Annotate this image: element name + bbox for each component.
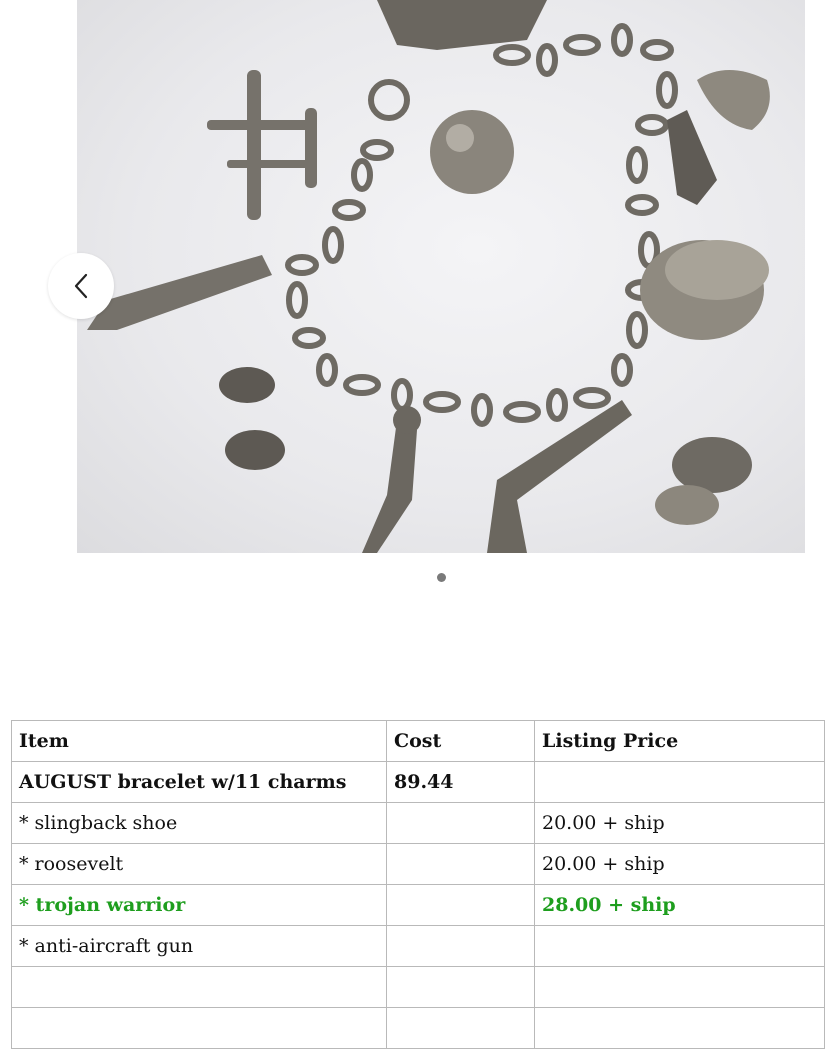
item-cell: * slingback shoe: [12, 803, 387, 844]
price-cell: [535, 762, 825, 803]
cost-cell: [387, 967, 535, 1008]
cost-cell: [387, 844, 535, 885]
header-cost: Cost: [387, 721, 535, 762]
table-row: [12, 1008, 825, 1049]
item-cell: * anti-aircraft gun: [12, 926, 387, 967]
item-cell: AUGUST bracelet w/11 charms: [12, 762, 387, 803]
price-cell: 20.00 + ship: [535, 844, 825, 885]
header-listing-price: Listing Price: [535, 721, 825, 762]
item-cell: * roosevelt: [12, 844, 387, 885]
price-cell: 20.00 + ship: [535, 803, 825, 844]
table-row: [12, 844, 825, 885]
table-row: [12, 926, 825, 967]
table-row: [12, 967, 825, 1008]
previous-image-button[interactable]: [48, 253, 114, 319]
product-photo[interactable]: [77, 0, 805, 553]
item-cell: [12, 967, 387, 1008]
price-cell: [535, 1008, 825, 1049]
table-header-row: [12, 721, 825, 762]
table-row-highlighted: [12, 885, 825, 926]
chevron-left-icon: [74, 273, 88, 299]
price-cell: 28.00 + ship: [535, 885, 825, 926]
cost-cell: [387, 885, 535, 926]
cost-cell: 89.44: [387, 762, 535, 803]
page-dot-icon[interactable]: [437, 573, 446, 582]
table-row: [12, 762, 825, 803]
price-cell: [535, 967, 825, 1008]
cost-cell: [387, 1008, 535, 1049]
price-cell: [535, 926, 825, 967]
items-table: [11, 720, 825, 1049]
table-row: [12, 803, 825, 844]
cost-cell: [387, 803, 535, 844]
cost-cell: [387, 926, 535, 967]
item-cell: [12, 1008, 387, 1049]
bracelet-image: [77, 0, 805, 553]
item-cell: * trojan warrior: [12, 885, 387, 926]
header-item: Item: [12, 721, 387, 762]
